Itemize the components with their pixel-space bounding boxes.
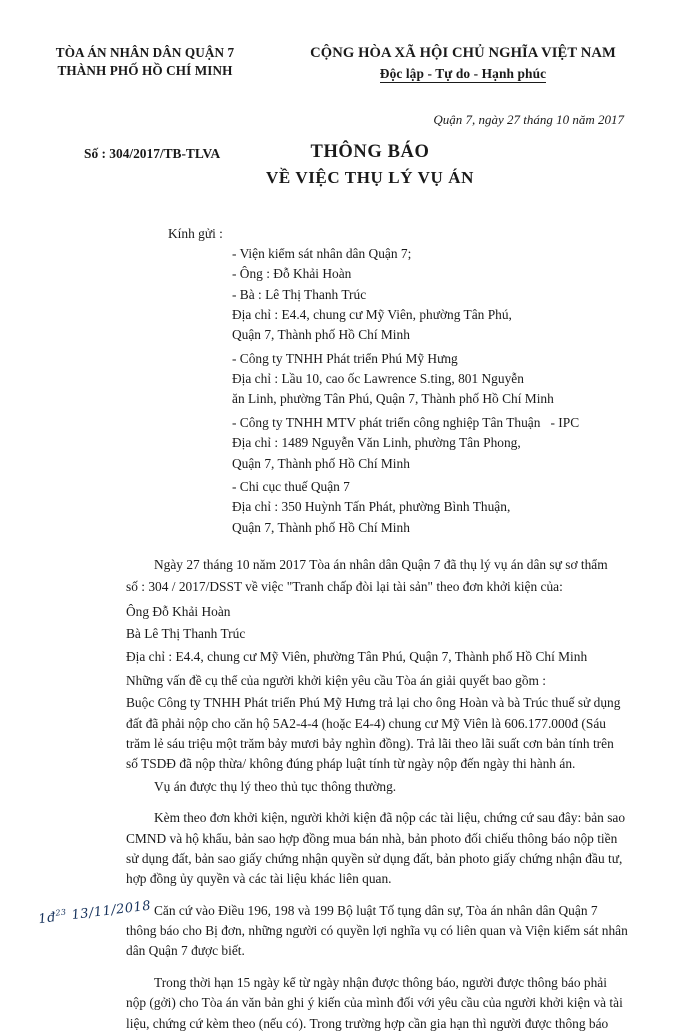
list-item: - Bà : Lê Thị Thanh Trúc	[232, 286, 367, 302]
recipient-list	[0, 244, 680, 538]
plaintiff-name-1: Ông Đỗ Khải Hoàn	[126, 603, 231, 619]
handwritten-date: 13/11/2018	[70, 898, 152, 923]
list-item: Quận 7, Thành phố Hồ Chí Minh	[232, 327, 410, 343]
list-item: ăn Linh, phường Tân Phú, Quận 7, Thành phố Hồ Chí Minh	[232, 391, 554, 407]
paragraph-attachments: Kèm theo đơn khởi kiện, người khởi kiện đã nộp các tài liệu, chứng cứ sau đây: bản sao CMND và hộ khẩu, bản sao hợp đồng mua bán nhà, bản photo đối chiếu thông báo nộp tiền sử dụng đất, bản sao giấy chứng nhận quyền sử dụng đất, bản photo giấy chứng nhận đầu tư, hợp đồng ủy quyền và các tài liệu khác liên quan.	[126, 810, 626, 887]
list-item: - Viện kiểm sát nhân dân Quận 7;	[232, 245, 412, 261]
handwritten-mark: 1đ	[37, 909, 57, 927]
place-and-date: Quận 7, ngày 27 tháng 10 năm 2017	[433, 111, 624, 127]
paragraph-claims-detail: Buộc Công ty TNHH Phát triển Phú Mỹ Hưng trả lại cho ông Hoàn và bà Trúc thuế sử dụng đất đã phải nộp cho căn hộ 5A2-4-4 (hoặc E4-4) chung cư Mỹ Viên là 606.177.000đ (Sáu trăm lẻ sáu triệu một trăm bảy mươi bảy nghìn đồng). Trả lãi theo lãi suất cơn bản tính trên số TSDĐ đã nộp thừa/ không đúng pháp luật tính từ ngày nộp đến ngày thi hành án.	[126, 695, 621, 772]
paragraph-claims-intro: Những vấn đề cụ thể của người khởi kiện yêu cầu Tòa án giải quyết bao gồm :	[126, 672, 546, 688]
document-subtitle: VỀ VIỆC THỤ LÝ VỤ ÁN	[265, 167, 474, 187]
national-heading	[272, 44, 680, 84]
list-item: - Công ty TNHH MTV phát triển công nghiệp Tân Thuận - IPC	[232, 414, 580, 430]
motto	[272, 64, 654, 84]
list-item: Địa chỉ : 350 Huỳnh Tấn Phát, phường Bình Thuận,	[232, 499, 511, 515]
list-item: Địa chỉ : E4.4, chung cư Mỹ Viên, phường Tân Phú,	[232, 306, 512, 322]
list-item: Quận 7, Thành phố Hồ Chí Minh	[232, 455, 410, 471]
number-and-title	[0, 140, 680, 206]
authority-line-1: TÒA ÁN NHÂN DÂN QUẬN 7	[55, 45, 235, 60]
list-item: - Chi cục thuế Quận 7	[232, 478, 350, 494]
paragraph-case-filing: Ngày 27 tháng 10 năm 2017 Tòa án nhân dân Quận 7 đã thụ lý vụ án dân sự sơ thẩm	[154, 557, 608, 573]
issuing-authority	[0, 44, 272, 84]
paragraph-procedure: Vụ án được thụ lý theo thủ tục thông thường.	[154, 778, 397, 794]
paragraph-legal-basis: Căn cứ vào Điều 196, 198 và 199 Bộ luật Tố tụng dân sự, Tòa án nhân dân Quận 7 thông báo cho Bị đơn, những người có quyền lợi nghĩa vụ có liên quan và Viện kiểm sát nhân dân Quận 7 được biết.	[126, 902, 628, 959]
document-title: THÔNG BÁO	[310, 141, 430, 162]
motto-text: Độc lập - Tự do - Hạnh phúc	[379, 65, 547, 81]
list-item: Địa chỉ : 1489 Nguyễn Văn Linh, phường Tân Phong,	[232, 435, 521, 451]
list-item: - Ông : Đỗ Khải Hoàn	[232, 266, 352, 282]
document-number: Số : 304/2017/TB-TLVA	[84, 145, 221, 161]
paragraph-deadline: Trong thời hạn 15 ngày kể từ ngày nhận được thông báo, người được thông báo phải nộp (gởi) cho Tòa án văn bản ghi ý kiến của mình đối với yêu cầu của người khởi kiện và tài liệu, chứng cứ kèm theo (nếu có). Trong trường hợp cần gia hạn thì người được thông báo	[126, 974, 623, 1031]
country-name: CỘNG HÒA XÃ HỘI CHỦ NGHĨA VIỆT NAM	[310, 45, 616, 61]
plaintiff-address: Địa chỉ : E4.4, chung cư Mỹ Viên, phường Tân Phú, Quận 7, Thành phố Hồ Chí Minh	[126, 648, 588, 664]
document-body	[0, 555, 680, 1034]
plaintiff-name-2: Bà Lê Thị Thanh Trúc	[126, 626, 246, 642]
recipient-label: Kính gửi :	[168, 225, 223, 241]
document-header	[0, 0, 680, 84]
list-item: Địa chỉ : Lầu 10, cao ốc Lawrence S.ting, 801 Nguyễn	[232, 371, 524, 387]
list-item: Quận 7, Thành phố Hồ Chí Minh	[232, 519, 410, 535]
authority-line-2: THÀNH PHỐ HỒ CHÍ MINH	[57, 62, 233, 78]
list-item: - Công ty TNHH Phát triển Phú Mỹ Hưng	[232, 350, 458, 366]
handwritten-superscript: 23	[54, 907, 68, 918]
paragraph-case-number: số : 304 / 2017/DSST về việc "Tranh chấp đòi lại tài sản" theo đơn khởi kiện của:	[126, 579, 563, 595]
